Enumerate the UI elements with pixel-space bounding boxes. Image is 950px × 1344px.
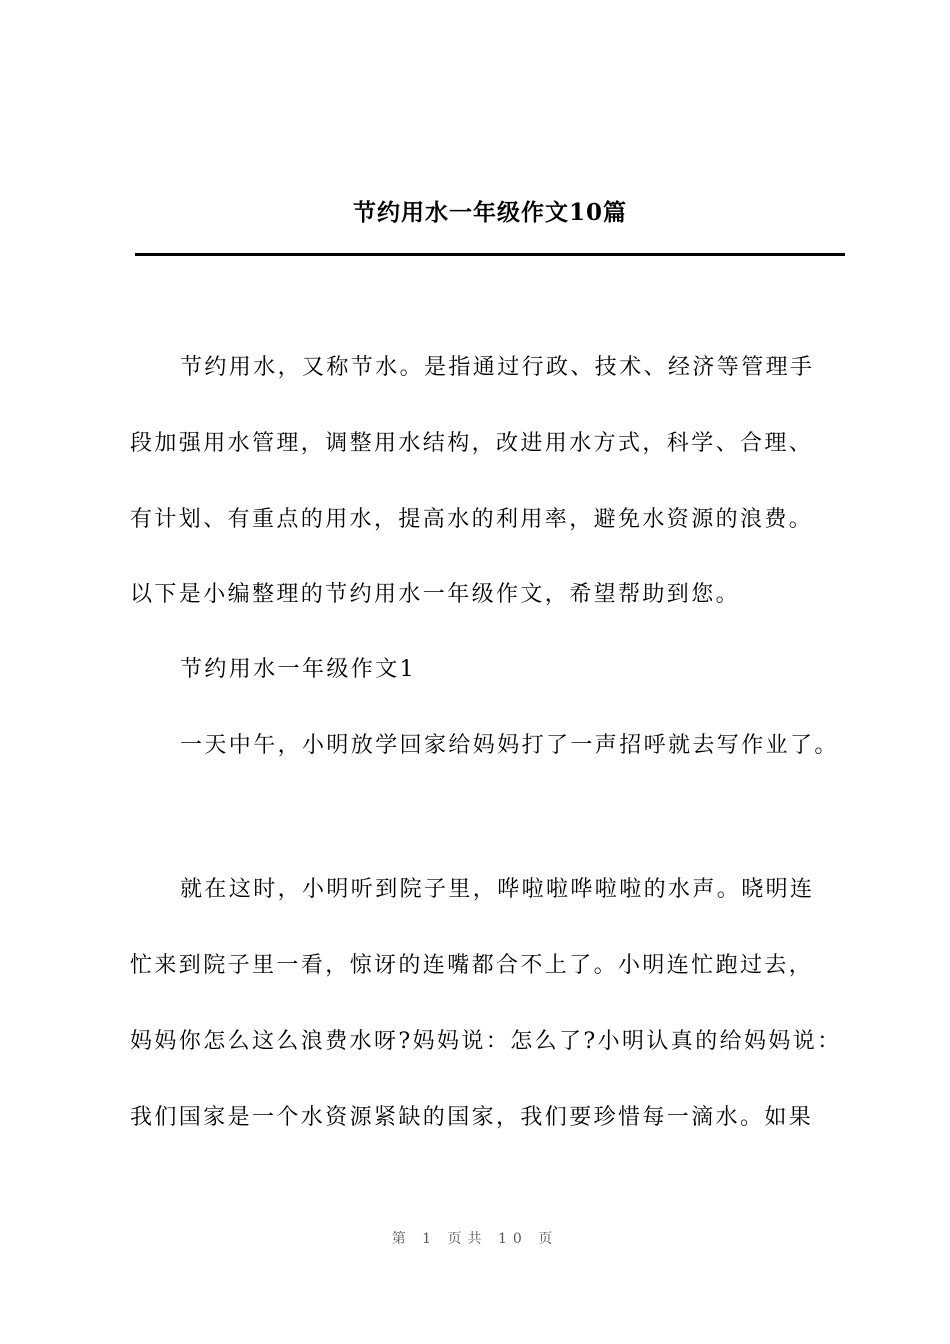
title-underline	[135, 253, 845, 256]
paragraph-line: 以下是小编整理的节约用水一年级作文，希望帮助到您。	[130, 582, 741, 607]
paragraph-line: 妈妈你怎么这么浪费水呀?妈妈说：怎么了?小明认真的给妈妈说：	[130, 1029, 842, 1054]
paragraph-line: 我们国家是一个水资源紧缺的国家，我们要珍惜每一滴水。如果	[130, 1105, 814, 1130]
paragraph-line: 忙来到院子里一看，惊讶的连嘴都合不上了。小明连忙跑过去，	[130, 953, 814, 978]
page-footer: 第 1 页共 10 页	[391, 1231, 559, 1247]
paragraph-line: 段加强用水管理，调整用水结构，改进用水方式，科学、合理、	[130, 431, 814, 456]
paragraph-line: 节约用水，又称节水。是指通过行政、技术、经济等管理手	[180, 355, 815, 380]
section-heading: 节约用水一年级作文1	[180, 657, 416, 682]
paragraph-line: 就在这时，小明听到院子里，哗啦啦哗啦啦的水声。晓明连	[180, 877, 815, 902]
document-title: 节约用水一年级作文10篇	[352, 199, 627, 226]
paragraph-line: 一天中午，小明放学回家给妈妈打了一声招呼就去写作业了。	[180, 733, 839, 758]
paragraph-line: 有计划、有重点的用水，提高水的利用率，避免水资源的浪费。	[130, 507, 814, 532]
